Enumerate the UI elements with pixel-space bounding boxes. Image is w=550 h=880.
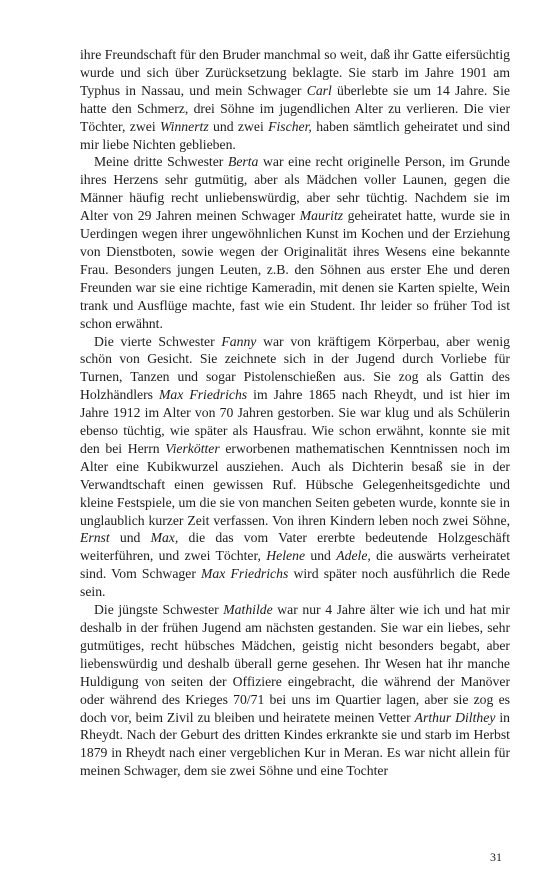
text-run: in Rheydt. Nach der Geburt des dritten Kindes erkrankte sie und starb im Herbst 1879 in Rheydt nach einer vergeblichen Kur in Meran. Es war nicht allein für meinen Schwager, dem sie zwei Söhne und eine Tochter (80, 709, 510, 779)
page-text (80, 46, 510, 780)
paragraph-2 (80, 153, 510, 332)
text-run: ihre Freundschaft für den Bruder manchmal so weit, daß ihr Gatte eifersüchtig wurde und sich über Zurücksetzung beklagte. Sie starb im Jahre 1901 am Typhus in Nassau, und mein Schwager (80, 47, 510, 98)
italic-name: Vierkötter (165, 440, 220, 456)
italic-name: Mathilde (223, 602, 273, 618)
italic-name: Arthur Dilthey (414, 709, 496, 725)
paragraph-4 (80, 601, 510, 780)
text-run: Meine dritte Schwester (94, 154, 228, 170)
text-run: Die vierte Schwester (94, 333, 222, 349)
page-number: 31 (490, 850, 502, 864)
text-run: überlebte sie um 14 Jahre. Sie hatte den Schmerz, drei Söhne im jugendlichen Alter zu verlieren. Die vier Töchter, zwei (80, 82, 510, 134)
italic-name: Fanny (221, 333, 257, 349)
text-run: Die jüngste Schwester (94, 602, 224, 618)
italic-name: Mauritz (299, 208, 344, 224)
text-run: wird später noch ausführlich die Rede sein. (80, 566, 511, 600)
italic-name: Helene (266, 548, 306, 564)
text-run: und (109, 530, 151, 546)
paragraph-1 (80, 46, 510, 153)
text-run: und (305, 548, 337, 564)
text-run: haben sämtlich geheiratet und sind mir liebe Nichten geblieben. (80, 118, 510, 152)
text-run: war eine recht originelle Person, im Grunde ihres Herzens sehr gutmütig, aber als Mädchen voller Launen, gegen die Männer häufig recht unliebenswürdig, aber sehr tüchtig. Nachdem sie im Alter von 29 Jahren meinen Schwager (80, 154, 511, 224)
text-run: im Jahre 1865 nach Rheydt, und ist hier im Jahre 1912 im Alter von 70 Jahren gestorben. Sie war klug und als Schülerin ebenso tüchtig, wie später als Hausfrau. Wie schon erwähnt, konnte sie mit den bei Herrn (80, 387, 510, 456)
italic-name: Max Friedrichs (201, 566, 289, 582)
italic-name: Ernst (80, 530, 110, 546)
italic-name: Winnertz (160, 118, 209, 134)
paragraph-3 (80, 333, 510, 602)
italic-name: Carl (306, 82, 332, 98)
italic-name: Max Friedrichs (159, 387, 248, 403)
italic-name: Fischer, (268, 118, 312, 134)
italic-name: Berta (227, 154, 259, 170)
text-run: und zwei (208, 118, 269, 134)
text-run: geheiratet hatte, wurde sie in Uerdingen wegen ihrer ungewöhnlichen Kunst im Kochen und der Erziehung von Dienstboten, sowie wegen der Originalität ihres Wesens eine bekannte Frau. Besonders jungen Leuten, z.B. den Söhnen aus erster Ehe und deren Freunden war sie eine richtige Kameradin, mit denen sie Karten spielte, Wein trank und Ausflüge machte, fast wie ein Student. Ihr leider so früher Tod ist schon erwähnt. (80, 208, 510, 331)
italic-name: Adele, (336, 548, 371, 564)
text-run: war nur 4 Jahre älter wie ich und hat mir deshalb in der frühen Jugend am nächsten gestanden. Sie war ein liebes, sehr gutmütiges, recht hübsches Mädchen, geistig nicht besonders begabt, aber liebenswürdig und deshalb überall gerne gesehen. Ihr Wesen hat ihr manche Huldigung von seiten der Offiziere eingebracht, die während der Manöver oder während des Krieges 70/71 bei uns im Quartier lagen, aber sie zog es doch vor, beim Zivil zu bleiben und heiratete meinen Vetter (80, 602, 510, 725)
text-run: erworbenen mathematischen Kenntnissen noch im Alter eine Kubikwurzel ausziehen. Auch als Dichterin besaß sie in der Verwandtschaft einen gewissen Ruf. Hübsche Gelegenheitsgedichte und kleine Festspiele, um die sie von manchen Seiten gebeten wurde, konnte sie in unglaublich kurzer Zeit verfassen. Von ihren Kindern leben noch zwei Söhne, (80, 440, 511, 528)
text-run: die auswärts verheiratet sind. Vom Schwager (80, 548, 510, 582)
text-run: die das vom Vater ererbte bedeutende Holzgeschäft weiterführen, und zwei Töchter, (80, 530, 511, 564)
text-run: war von kräftigem Körperbau, aber wenig schön von Gesicht. Sie zeichnete sich in der Jugend durch Vorliebe für Turnen, Tanzen und sogar Pistolenschießen aus. Sie zog als Gattin des Holzhändlers (80, 333, 510, 403)
italic-name: Max, (150, 530, 179, 546)
